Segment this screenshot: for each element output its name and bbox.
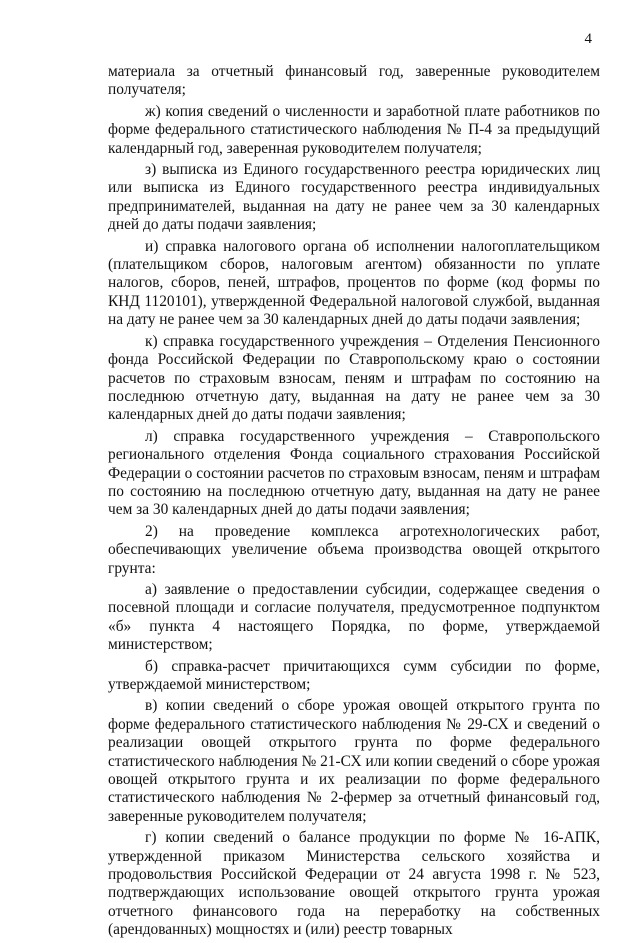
paragraph-item-l: л) справка государственного учреждения – Ставропольского регионального отделения Фонда социального страхования Российской Федерации о состоянии расчетов по страховым взносам, пеням и штрафам по состоянию на последнюю отчетную дату, выданная на дату не ранее чем за 30 календарных дней до даты подачи заявления;	[108, 427, 600, 519]
paragraph-item-v: в) копии сведений о сборе урожая овощей открытого грунта по форме федерального статистического наблюдения № 29-СХ и сведений о реализации овощей открытого грунта по форме федерального статистического наблюдения № 21-СХ или копии сведений о сборе урожая овощей открытого грунта и их реализации по форме федерального статистического наблюдения № 2-фермер за отчетный финансовый год, заверенные руководителем получателя;	[108, 697, 600, 825]
paragraph-section-2: 2) на проведение комплекса агротехнологических работ, обеспечивающих увеличение объема производства овощей открытого грунта:	[108, 522, 600, 577]
paragraph-item-a: а) заявление о предоставлении субсидии, содержащее сведения о посевной площади и согласие получателя, предусмотренное подпунктом «б» пункта 4 настоящего Порядка, по форме, утверждаемой министерством;	[108, 580, 600, 654]
paragraph-continuation: материала за отчетный финансовый год, заверенные руководителем получателя;	[108, 63, 600, 99]
paragraph-item-i: и) справка налогового органа об исполнении налогоплательщиком (плательщиком сборов, налоговым агентом) обязанности по уплате налогов, сборов, пеней, штрафов, процентов по форме (код формы по КНД 1120101), утвержденной Федеральной налоговой службой, выданная на дату не ранее чем за 30 календарных дней до даты подачи заявления;	[108, 237, 600, 329]
paragraph-item-g: г) копии сведений о балансе продукции по форме № 16-АПК, утвержденной приказом Министерства сельского хозяйства и продовольствия Российской Федерации от 24 августа 1998 г. № 523, подтверждающих использование овощей открытого грунта урожая отчетного финансового года на переработку на собственных (арендованных) мощностях и (или) реестр товарных	[108, 829, 600, 939]
page-number: 4	[584, 31, 592, 47]
document-body	[108, 63, 600, 943]
paragraph-item-zh: ж) копия сведений о численности и заработной плате работников по форме федерального статистического наблюдения № П-4 за предыдущий календарный год, заверенная руководителем получателя;	[108, 102, 600, 157]
paragraph-item-b: б) справка-расчет причитающихся сумм субсидии по форме, утверждаемой министерством;	[108, 657, 600, 693]
paragraph-item-k: к) справка государственного учреждения – Отделения Пенсионного фонда Российской Федерации по Ставропольскому краю о состоянии расчетов по страховым взносам, пеням и штрафам по состоянию на последнюю отчетную дату, выданная на дату не ранее чем за 30 календарных дней до даты подачи заявления;	[108, 332, 600, 424]
paragraph-item-z: з) выписка из Единого государственного реестра юридических лиц или выписка из Единого государственного реестра индивидуальных предпринимателей, выданная на дату не ранее чем за 30 календарных дней до даты подачи заявления;	[108, 161, 600, 234]
